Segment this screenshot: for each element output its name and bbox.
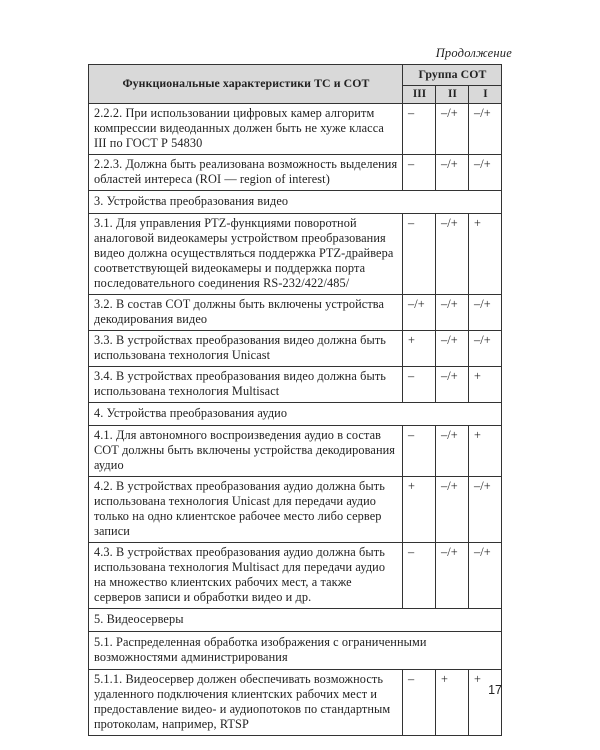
table-row bbox=[89, 155, 502, 191]
requirement-text: 2.2.3. Должна быть реализована возможность выделения областей интереса (ROI — region of interest) bbox=[89, 155, 403, 191]
spec-table bbox=[88, 64, 502, 736]
group-ii-mark: –/+ bbox=[436, 367, 469, 403]
group-i-mark: + bbox=[469, 367, 502, 403]
requirement-text: 3.4. В устройствах преобразования видео должна быть использована технология Multisact bbox=[89, 367, 403, 403]
group-i-mark: + bbox=[469, 214, 502, 295]
group-iii-mark: – bbox=[403, 367, 436, 403]
group-iii-mark: + bbox=[403, 477, 436, 543]
requirement-text: 3.3. В устройствах преобразования видео должна быть использована технология Unicast bbox=[89, 331, 403, 367]
group-i-mark: –/+ bbox=[469, 104, 502, 155]
section-title: 5. Видеосерверы bbox=[89, 609, 502, 632]
group-ii-mark: –/+ bbox=[436, 543, 469, 609]
group-iii-mark: – bbox=[403, 155, 436, 191]
group-ii-mark: –/+ bbox=[436, 426, 469, 477]
header-characteristics: Функциональные характеристики ТС и СОТ bbox=[89, 65, 403, 104]
table-row bbox=[89, 295, 502, 331]
group-i-mark: –/+ bbox=[469, 331, 502, 367]
continuation-label: Продолжение bbox=[435, 46, 512, 60]
group-iii-mark: –/+ bbox=[403, 295, 436, 331]
page-number: 17 bbox=[488, 683, 502, 697]
requirement-text: 4.1. Для автономного воспроизведения аудио в состав СОТ должны быть включены устройства декодирования аудио bbox=[89, 426, 403, 477]
group-iii-mark: + bbox=[403, 331, 436, 367]
group-ii-mark: –/+ bbox=[436, 214, 469, 295]
header-group: Группа СОТ bbox=[403, 65, 502, 86]
group-iii-mark: – bbox=[403, 104, 436, 155]
group-i-mark: + bbox=[469, 426, 502, 477]
section-row bbox=[89, 632, 502, 670]
section-title: 5.1. Распределенная обработка изображения с ограниченными возможностями администрирования bbox=[89, 632, 502, 670]
table-row bbox=[89, 670, 502, 736]
table-body bbox=[89, 104, 502, 736]
group-i-mark: –/+ bbox=[469, 543, 502, 609]
table-row bbox=[89, 214, 502, 295]
group-ii-mark: –/+ bbox=[436, 477, 469, 543]
group-iii-mark: – bbox=[403, 214, 436, 295]
group-ii-mark: –/+ bbox=[436, 104, 469, 155]
group-i-mark: + bbox=[469, 670, 502, 736]
group-iii-mark: – bbox=[403, 670, 436, 736]
header-group-ii: II bbox=[436, 86, 469, 104]
section-row bbox=[89, 403, 502, 426]
section-title: 4. Устройства преобразования аудио bbox=[89, 403, 502, 426]
requirement-text: 3.1. Для управления PTZ-функциями поворотной аналоговой видеокамеры устройством преобразования видео должна осуществляться поддержка PTZ-драйвера соответствующей видеокамеры и поддержка порта последовательного соединения RS-232/422/485/ bbox=[89, 214, 403, 295]
section-row bbox=[89, 609, 502, 632]
requirement-text: 2.2.2. При использовании цифровых камер алгоритм компрессии видеоданных должен быть не хуже класса III по ГОСТ Р 54830 bbox=[89, 104, 403, 155]
group-ii-mark: –/+ bbox=[436, 295, 469, 331]
requirement-text: 4.3. В устройствах преобразования аудио должна быть использована технология Multisact для передачи аудио на множество клиентских рабочих мест, а также серверов записи и обработки видео и др. bbox=[89, 543, 403, 609]
table-row bbox=[89, 104, 502, 155]
header-group-iii: III bbox=[403, 86, 436, 104]
group-i-mark: –/+ bbox=[469, 295, 502, 331]
group-ii-mark: –/+ bbox=[436, 155, 469, 191]
table-row bbox=[89, 367, 502, 403]
requirement-text: 4.2. В устройствах преобразования аудио должна быть использована технология Unicast для передачи аудио только на одно клиентское рабочее место либо сервер записи bbox=[89, 477, 403, 543]
group-iii-mark: – bbox=[403, 543, 436, 609]
requirement-text: 3.2. В состав СОТ должны быть включены устройства декодирования видео bbox=[89, 295, 403, 331]
table-row bbox=[89, 331, 502, 367]
section-row bbox=[89, 191, 502, 214]
group-i-mark: –/+ bbox=[469, 155, 502, 191]
header-group-i: I bbox=[469, 86, 502, 104]
requirement-text: 5.1.1. Видеосервер должен обеспечивать возможность удаленного подключения клиентских рабочих мест и предоставление видео- и аудиопотоков по стандартным протоколам, например, RTSP bbox=[89, 670, 403, 736]
group-ii-mark: –/+ bbox=[436, 331, 469, 367]
group-ii-mark: + bbox=[436, 670, 469, 736]
table-row bbox=[89, 477, 502, 543]
group-iii-mark: – bbox=[403, 426, 436, 477]
group-i-mark: –/+ bbox=[469, 477, 502, 543]
section-title: 3. Устройства преобразования видео bbox=[89, 191, 502, 214]
table-row bbox=[89, 426, 502, 477]
table-row bbox=[89, 543, 502, 609]
